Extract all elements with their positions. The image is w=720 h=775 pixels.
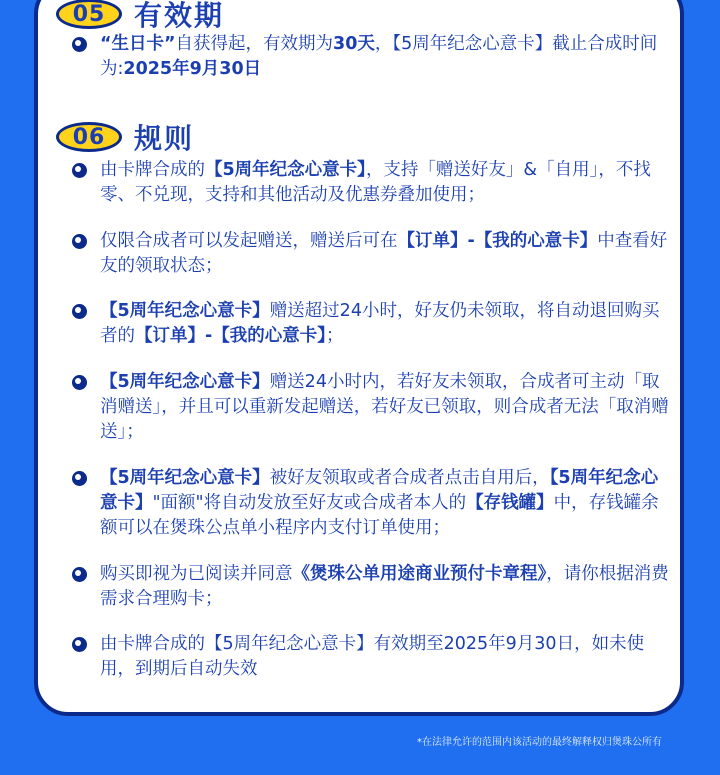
bullet-icon (72, 375, 87, 390)
bullet-icon (72, 37, 87, 52)
section-06-header (56, 117, 194, 157)
bullet-icon (72, 304, 87, 319)
section-06-badge: 06 (56, 122, 122, 152)
bullet-icon (72, 163, 87, 178)
rule-item-2: 仅限合成者可以发起赠送，赠送后可在【订单】-【我的心意卡】中查看好友的领取状态； (72, 229, 672, 279)
bullet-icon (72, 471, 87, 486)
rule-item-6: 购买即视为已阅读并同意《煲珠公单用途商业预付卡章程》，请你根据消费需求合理购卡； (72, 562, 672, 612)
rule-item-1: 由卡牌合成的【5周年纪念心意卡】，支持「赠送好友」&「自用」，不找零、不兑现，支持和其他活动及优惠券叠加使用； (72, 158, 672, 208)
validity-item: “生日卡”自获得起，有效期为30天，【5周年纪念心意卡】截止合成时间为:2025年9月30日 (72, 32, 672, 82)
rule-item-4: 【5周年纪念心意卡】赠送24小时内，若好友未领取，合成者可主动「取消赠送」，并且可以重新发起赠送，若好友已领取，则合成者无法「取消赠送」； (72, 370, 672, 445)
section-05-title: 有效期 (134, 0, 225, 32)
section-05-badge: 05 (56, 0, 122, 29)
legal-footnote: *在法律允许的范围内该活动的最终解释权归煲珠公所有 (417, 737, 662, 748)
rule-item-7: 由卡牌合成的【5周年纪念心意卡】有效期至2025年9月30日，如未使用，到期后自动失效 (72, 632, 672, 682)
rule-item-3: 【5周年纪念心意卡】赠送超过24小时，好友仍未领取，将自动退回购买者的【订单】-【我的心意卡】； (72, 299, 672, 349)
bullet-icon (72, 234, 87, 249)
rule-item-5: 【5周年纪念心意卡】被好友领取或者合成者点击自用后，【5周年纪念心意卡】"面额"将自动发放至好友或合成者本人的【存钱罐】中，存钱罐余额可以在煲珠公点单小程序内支付订单使用； (72, 466, 672, 541)
bullet-icon (72, 567, 87, 582)
section-06-title: 规则 (134, 122, 195, 155)
bullet-icon (72, 637, 87, 652)
section-05-header (56, 0, 224, 34)
